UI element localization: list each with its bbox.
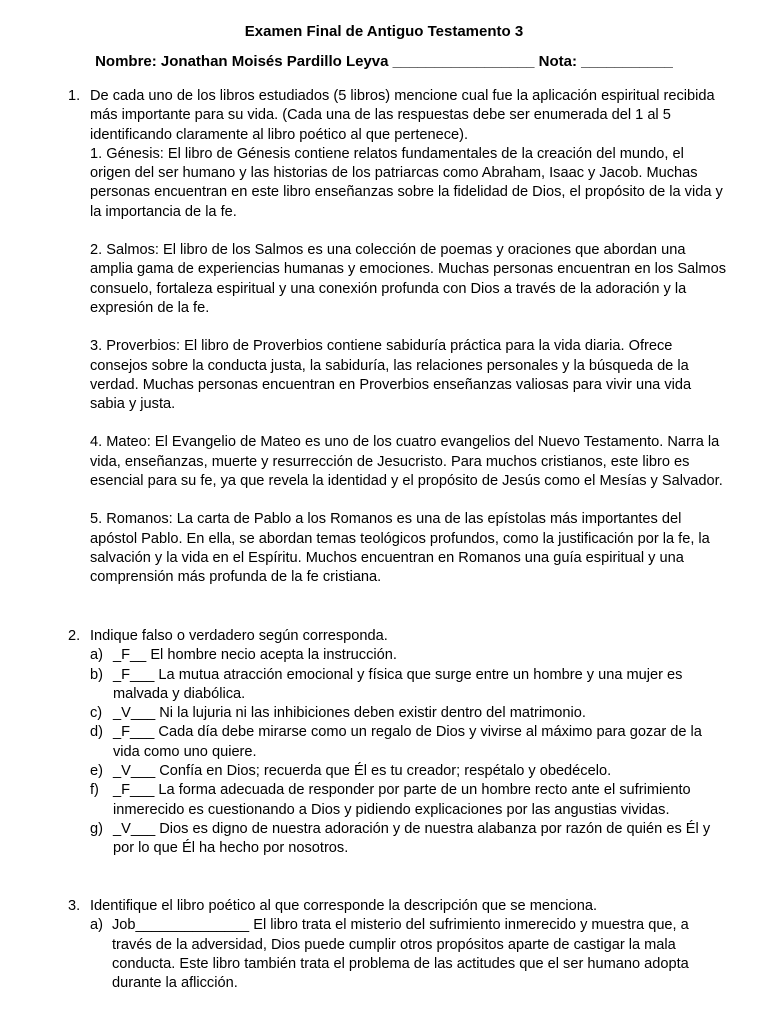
answer-paragraph: 4. Mateo: El Evangelio de Mateo es uno de los cuatro evangelios del Nuevo Testamento. Narra la vida, enseñanzas, muerte y resurrección de Jesucristo. Para muchos cristianos, este libro es esencial para su fe, ya que revela la identidad y el propósito de Jesús como el Mesías y Salvador.	[90, 434, 723, 490]
answer-paragraph: 5. Romanos: La carta de Pablo a los Romanos es una de las epístolas más importantes del apóstol Pablo. En ella, se abordan temas teológicos profundos, como la justificación por la fe, la salvación y la vida en el Espíritu. Muchos encuentran en Romanos una guía espiritual y una comprensión más profunda de la fe cristiana.	[90, 511, 710, 586]
question-prompt: Identifique el libro poético al que corresponde la descripción que se menciona.	[90, 898, 598, 914]
answer-paragraph: 3. Proverbios: El libro de Proverbios contiene sabiduría práctica para la vida diaria. Ofrece consejos sobre la conducta justa, la sabiduría, las relaciones personales y la búsqueda de la verdad. Muchas personas encuentran en Proverbios enseñanzas valiosas para vivir una vida sabia y justa.	[90, 338, 692, 413]
question-prompt: Indique falso o verdadero según corresponda.	[90, 628, 388, 644]
question-1	[68, 87, 728, 588]
question-number: 2.	[68, 628, 81, 644]
list-item: f) _F___ La forma adecuada de responder por parte de un hombre recto ante el sufrimiento inmerecido es cuestionando a Dios y pidiendo explicaciones por las angustias vividas.	[90, 782, 691, 818]
question-number: 1.	[68, 88, 81, 104]
exam-title: Examen Final de Antiguo Testamento 3	[244, 23, 524, 40]
student-name-line: Nombre: Jonathan Moisés Pardillo Leyva _________________ Nota: ___________	[95, 53, 673, 70]
question-3	[68, 897, 728, 993]
list-item: g) _V___ Dios es digno de nuestra adoración y de nuestra alabanza por razón de quién es Él y por lo que Él ha hecho por nosotros.	[90, 820, 711, 857]
true-false-list	[68, 646, 728, 858]
answer-paragraph: 1. Génesis: El libro de Génesis contiene relatos fundamentales de la creación del mundo, el origen del ser humano y las historias de los patriarcas como Abraham, Isaac y Jacob. Muchas personas encuentran en este libro enseñanzas sobre la fidelidad de Dios, el propósito de la vida y la importancia de la fe.	[90, 145, 723, 220]
list-item: e) _V___ Confía en Dios; recuerda que Él es tu creador; respétalo y obedécelo.	[90, 763, 612, 780]
question-2	[68, 627, 728, 859]
identify-list	[90, 916, 728, 993]
question-number: 3.	[68, 898, 81, 914]
list-item: d) _F___ Cada día debe mirarse como un regalo de Dios y vivirse al máximo para gozar de la vida como uno quiere.	[90, 724, 702, 760]
answer-paragraph: 2. Salmos: El libro de los Salmos es una colección de poemas y oraciones que abordan una amplia gama de experiencias humanas y emociones. Muchas personas encuentran en los Salmos consuelo, fortaleza espiritual y una conexión profunda con Dios a través de la adoración y la expresión de la fe.	[90, 242, 726, 316]
question-prompt: De cada uno de los libros estudiados (5 libros) mencione cual fue la aplicación espiritual recibida más importante para su vida. (Cada una de las respuestas debe ser enumerada del 1 al 5 identificando claramente al libro poético al que pertenece).	[90, 88, 715, 143]
list-item: a) _F__ El hombre necio acepta la instrucción.	[90, 647, 397, 664]
list-item: c) _V___ Ni la lujuria ni las inhibiciones deben existir dentro del matrimonio.	[90, 705, 586, 722]
list-item: b) _F___ La mutua atracción emocional y física que surge entre un hombre y una mujer es malvada y diabólica.	[90, 666, 683, 702]
list-item: a) Job______________ El libro trata el misterio del sufrimiento inmerecido y muestra que, a través de la adversidad, Dios puede cumplir otros propósitos aparte de castigar la mala conducta. Este libro también trata el problema de las actitudes que el ser humano adopta durante la aflicción.	[90, 917, 689, 992]
